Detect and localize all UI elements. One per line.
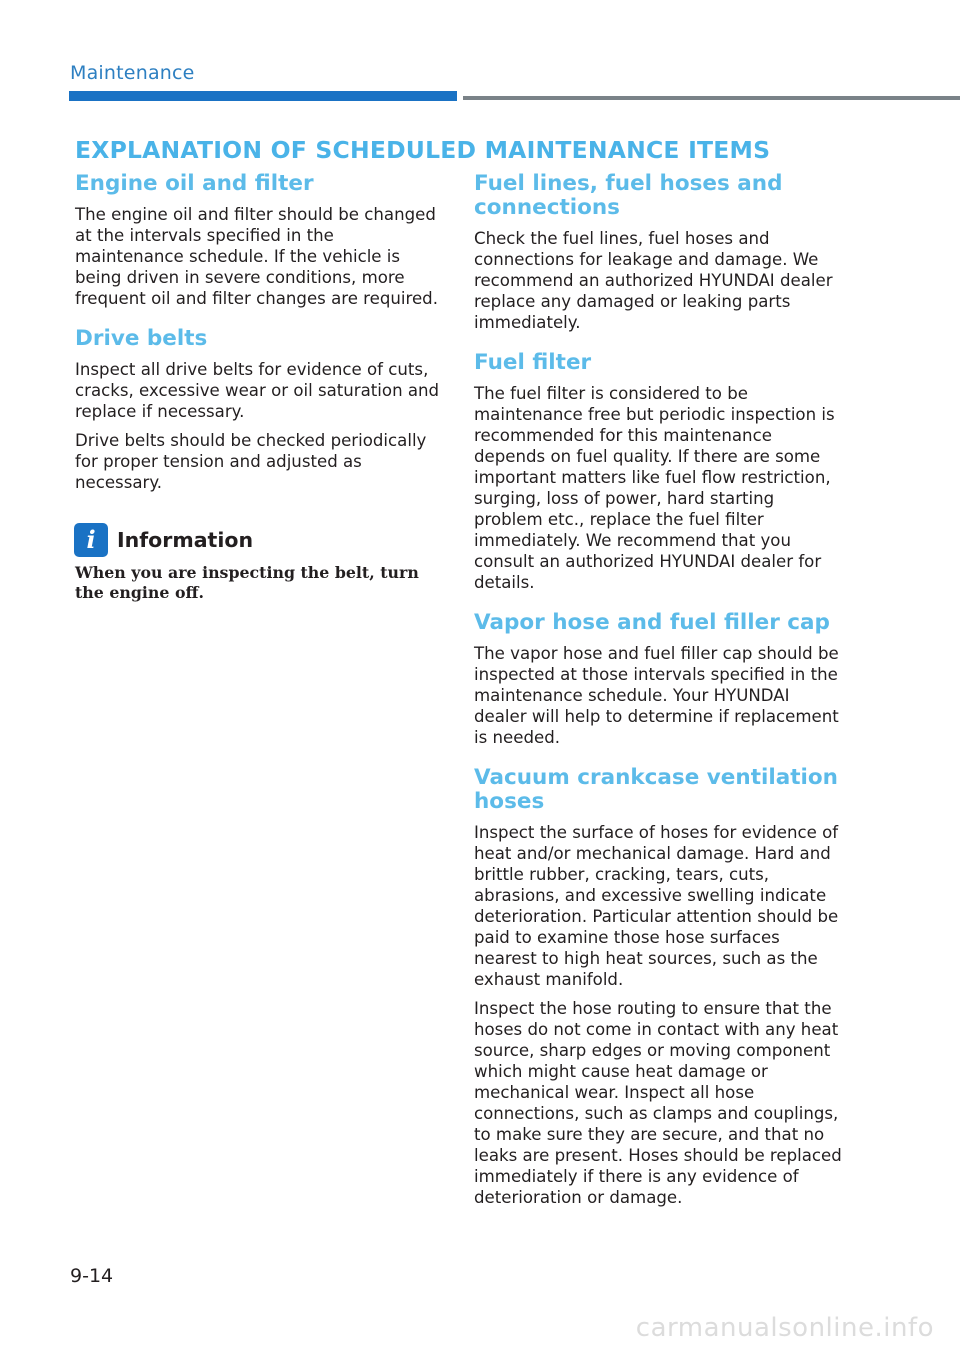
drive-belts-heading: Drive belts — [75, 326, 208, 351]
vapor-hose-section — [474, 611, 846, 748]
vapor-hose-text: The vapor hose and fuel filler cap should be inspected at those intervals specified in the maintenance schedule. Your HYUNDAI dealer will help to determine if replacement is needed. — [474, 644, 839, 747]
header-accent-bar — [69, 91, 457, 101]
vacuum-crankcase-text-1: Inspect the surface of hoses for evidence of heat and/or mechanical damage. Hard and brittle rubber, cracking, tears, cuts, abrasions, and excessive swelling indicate deterioration. Particular attention should be paid to examine those hose surfaces nearest to high heat sources, such as the exhaust manifold. — [474, 823, 839, 989]
drive-belts-section — [75, 327, 440, 493]
drive-belts-text-2: Drive belts should be checked periodically for proper tension and adjusted as necessary. — [75, 431, 427, 492]
watermark: carmanualsonline.info — [635, 1313, 934, 1343]
page-number: 9-14 — [70, 1265, 114, 1287]
header-divider-line — [463, 96, 960, 100]
fuel-lines-heading: Fuel lines, fuel hoses and connections — [474, 171, 783, 220]
information-box — [75, 523, 440, 603]
info-icon: i — [74, 523, 108, 557]
fuel-lines-text: Check the fuel lines, fuel hoses and connections for leakage and damage. We recommend an authorized HYUNDAI dealer replace any damaged or leaking parts immediately. — [474, 229, 833, 332]
fuel-filter-text: The fuel filter is considered to be maintenance free but periodic inspection is recommended for this maintenance depends on fuel quality. If there are some important matters like fuel flow restriction, surging, loss of power, hard starting problem etc., replace the fuel filter immediately. We recommend that you consult an authorized HYUNDAI dealer for details. — [474, 384, 835, 592]
drive-belts-text-1: Inspect all drive belts for evidence of cuts, cracks, excessive wear or oil saturation and replace if necessary. — [75, 360, 440, 421]
vacuum-crankcase-section — [474, 766, 846, 1208]
engine-oil-text: The engine oil and filter should be changed at the intervals specified in the maintenance schedule. If the vehicle is being driven in severe conditions, more frequent oil and filter changes are required. — [75, 205, 438, 308]
vacuum-crankcase-text-2: Inspect the hose routing to ensure that the hoses do not come in contact with any heat source, sharp edges or moving component which might cause heat damage or mechanical wear. Inspect all hose connections, such as clamps and couplings, to make sure they are secure, and that no leaks are present. Hoses should be replaced immediately if there is any evidence of deterioration or damage. — [474, 999, 842, 1207]
right-column — [474, 172, 846, 1226]
vacuum-crankcase-heading: Vacuum crankcase ventilation hoses — [474, 765, 838, 814]
fuel-lines-section — [474, 172, 846, 333]
section-header: Maintenance — [70, 62, 195, 84]
left-column — [75, 172, 440, 603]
engine-oil-section — [75, 172, 440, 309]
information-label: Information — [117, 528, 254, 552]
fuel-filter-section — [474, 351, 846, 593]
information-header — [75, 523, 440, 557]
information-text: When you are inspecting the belt, turn the engine off. — [75, 563, 419, 602]
vapor-hose-heading: Vapor hose and fuel filler cap — [474, 610, 830, 635]
engine-oil-heading: Engine oil and filter — [75, 171, 314, 196]
fuel-filter-heading: Fuel filter — [474, 350, 592, 375]
page-title: EXPLANATION OF SCHEDULED MAINTENANCE ITEMS — [75, 136, 771, 164]
